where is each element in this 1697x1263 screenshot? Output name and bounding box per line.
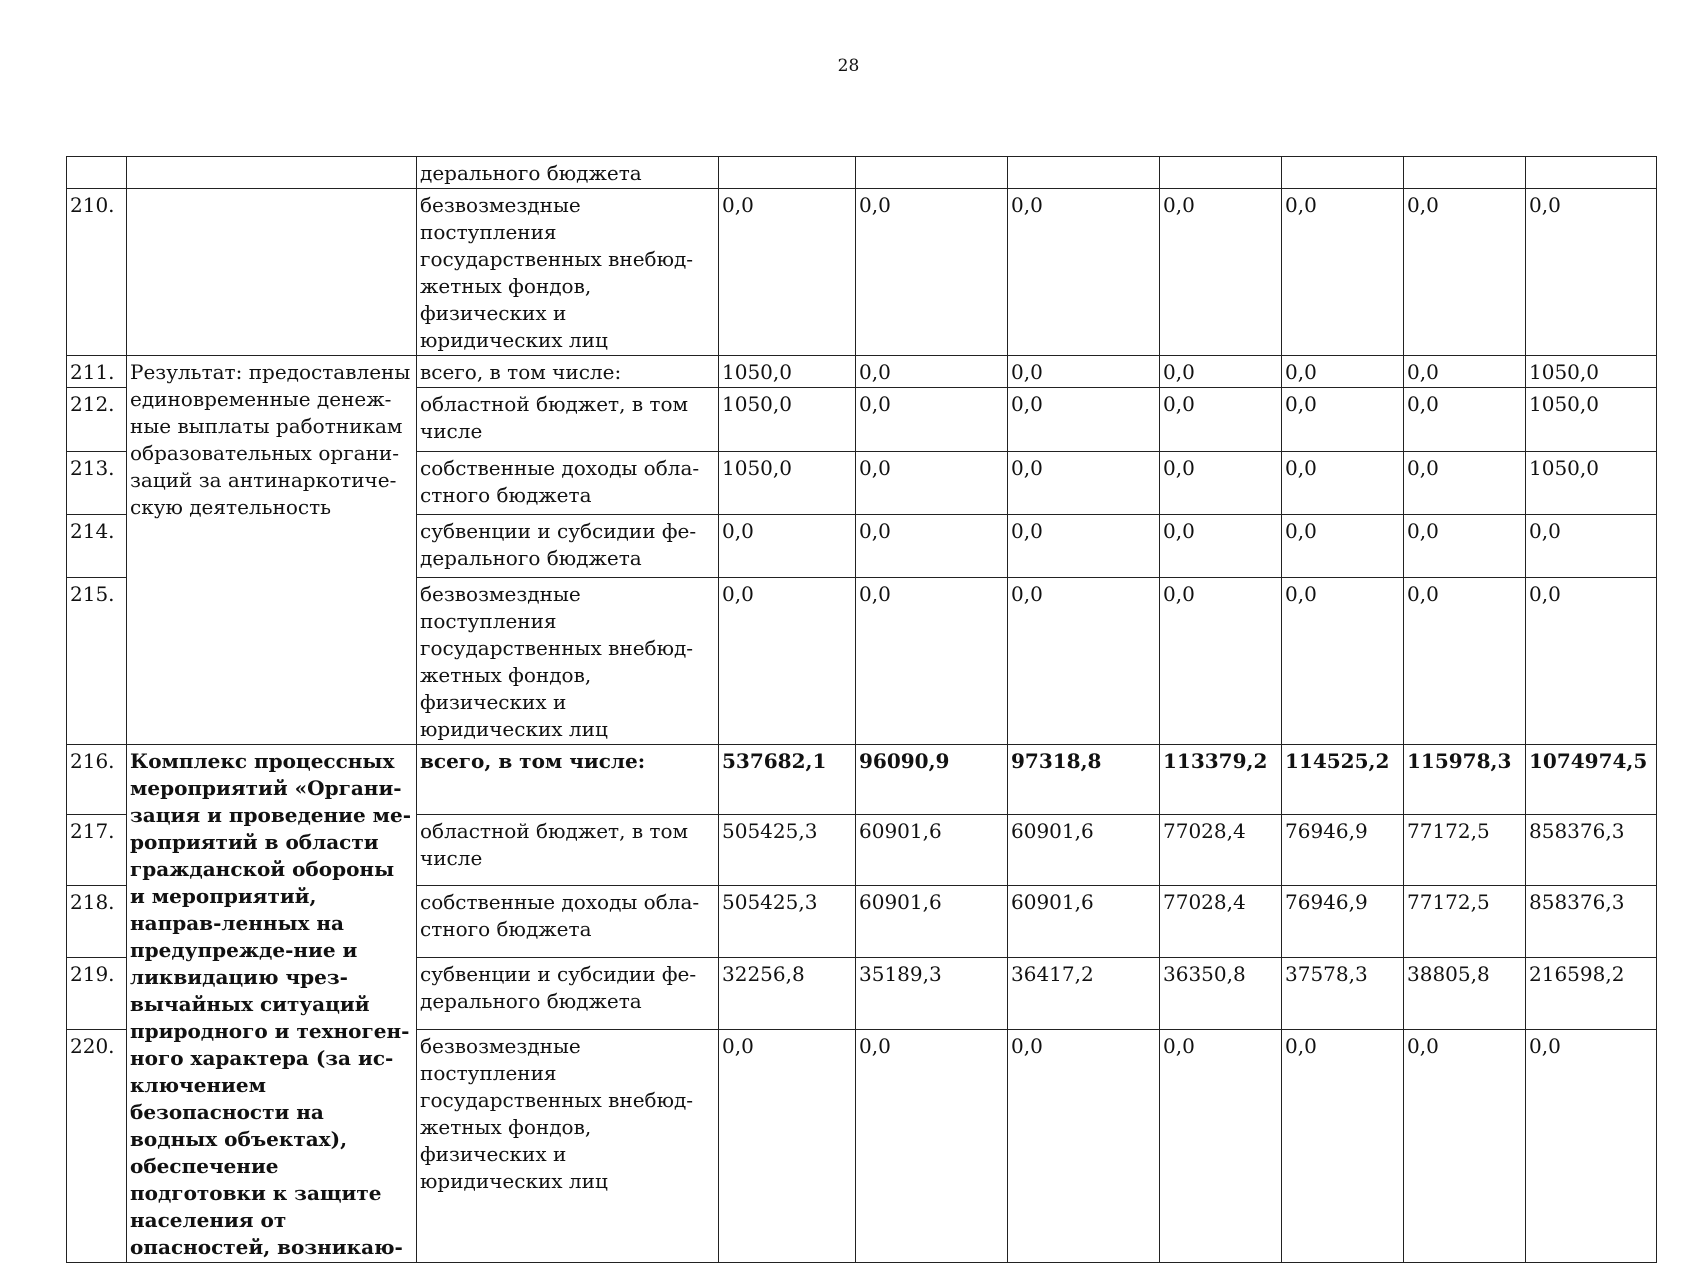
row-number: 215. <box>67 578 127 745</box>
value-cell: 0,0 <box>719 1030 856 1263</box>
description-cell <box>127 157 417 189</box>
row-number: 214. <box>67 515 127 578</box>
value-cell: 115978,3 <box>1404 745 1526 815</box>
value-cell <box>1404 157 1526 189</box>
value-cell: 77028,4 <box>1160 814 1282 886</box>
value-cell: 60901,6 <box>856 886 1008 958</box>
row-number: 212. <box>67 388 127 452</box>
funding-source: областной бюджет, в том числе <box>417 388 719 452</box>
value-cell <box>1008 157 1160 189</box>
value-cell: 60901,6 <box>1008 886 1160 958</box>
value-cell: 32256,8 <box>719 958 856 1030</box>
value-cell: 0,0 <box>856 1030 1008 1263</box>
value-cell <box>1282 157 1404 189</box>
value-cell: 0,0 <box>856 515 1008 578</box>
value-cell: 0,0 <box>719 189 856 356</box>
funding-source: всего, в том числе: <box>417 356 719 388</box>
value-cell: 0,0 <box>1282 388 1404 452</box>
value-cell: 0,0 <box>856 388 1008 452</box>
value-cell: 0,0 <box>856 189 1008 356</box>
funding-source: безвозмездные поступления государственных внебюд-жетных фондов, физических и юридических лиц <box>417 1030 719 1263</box>
table-row <box>67 189 1657 356</box>
value-cell: 0,0 <box>1404 189 1526 356</box>
value-cell: 38805,8 <box>1404 958 1526 1030</box>
value-cell: 37578,3 <box>1282 958 1404 1030</box>
row-number: 218. <box>67 886 127 958</box>
value-cell: 0,0 <box>1282 356 1404 388</box>
value-cell: 0,0 <box>1404 515 1526 578</box>
value-cell: 0,0 <box>1282 578 1404 745</box>
value-cell: 0,0 <box>856 356 1008 388</box>
funding-source: всего, в том числе: <box>417 745 719 815</box>
funding-source: собственные доходы обла-стного бюджета <box>417 452 719 515</box>
value-cell: 216598,2 <box>1526 958 1657 1030</box>
value-cell: 0,0 <box>1526 189 1657 356</box>
description-cell <box>127 189 417 356</box>
value-cell: 0,0 <box>1404 1030 1526 1263</box>
row-number <box>67 157 127 189</box>
row-number: 211. <box>67 356 127 388</box>
value-cell: 113379,2 <box>1160 745 1282 815</box>
value-cell: 60901,6 <box>856 814 1008 886</box>
value-cell: 0,0 <box>1008 452 1160 515</box>
value-cell: 0,0 <box>1160 452 1282 515</box>
complex-description: Комплекс процессных мероприятий «Органи-зация и проведение ме-роприятий в области гражданской обороны и мероприятий, направ-ленных на предупрежде-ние и ликвидацию чрез-вычайных ситуаций природного и техноген-ного характера (за ис-ключением безопасности на водных объектах), обеспечение подготовки к защите населения от опасностей, возникаю- <box>127 745 417 1263</box>
value-cell: 77172,5 <box>1404 814 1526 886</box>
funding-source: собственные доходы обла-стного бюджета <box>417 886 719 958</box>
value-cell: 0,0 <box>1008 189 1160 356</box>
value-cell <box>1526 157 1657 189</box>
value-cell: 1050,0 <box>1526 356 1657 388</box>
value-cell: 1050,0 <box>1526 452 1657 515</box>
value-cell: 114525,2 <box>1282 745 1404 815</box>
value-cell: 1050,0 <box>719 452 856 515</box>
value-cell: 0,0 <box>1160 1030 1282 1263</box>
value-cell: 505425,3 <box>719 886 856 958</box>
value-cell: 0,0 <box>1160 356 1282 388</box>
row-number: 220. <box>67 1030 127 1263</box>
value-cell: 0,0 <box>719 515 856 578</box>
row-number: 216. <box>67 745 127 815</box>
value-cell: 0,0 <box>1282 189 1404 356</box>
funding-source: областной бюджет, в том числе <box>417 814 719 886</box>
value-cell: 0,0 <box>1008 515 1160 578</box>
value-cell: 0,0 <box>1160 515 1282 578</box>
value-cell: 36350,8 <box>1160 958 1282 1030</box>
value-cell: 0,0 <box>1160 578 1282 745</box>
value-cell: 77172,5 <box>1404 886 1526 958</box>
page-number: 28 <box>837 56 860 76</box>
value-cell: 0,0 <box>719 578 856 745</box>
value-cell: 0,0 <box>1526 515 1657 578</box>
value-cell: 36417,2 <box>1008 958 1160 1030</box>
value-cell: 1050,0 <box>719 356 856 388</box>
value-cell: 537682,1 <box>719 745 856 815</box>
value-cell: 0,0 <box>1282 452 1404 515</box>
value-cell: 0,0 <box>1404 356 1526 388</box>
funding-source: дерального бюджета <box>417 157 719 189</box>
result-description: Результат: предоставлены единовременные денеж-ные выплаты работникам образовательных органи-заций за антинаркотиче-скую деятельность <box>127 356 417 745</box>
value-cell <box>1160 157 1282 189</box>
value-cell: 0,0 <box>1404 452 1526 515</box>
value-cell: 0,0 <box>1526 1030 1657 1263</box>
budget-table <box>66 156 1657 1263</box>
table-row <box>67 356 1657 388</box>
value-cell: 0,0 <box>856 452 1008 515</box>
value-cell: 0,0 <box>1404 388 1526 452</box>
value-cell: 858376,3 <box>1526 814 1657 886</box>
value-cell: 0,0 <box>1008 578 1160 745</box>
table-row <box>67 157 1657 189</box>
value-cell <box>856 157 1008 189</box>
value-cell: 0,0 <box>1008 1030 1160 1263</box>
funding-source: безвозмездные поступления государственных внебюд-жетных фондов, физических и юридических лиц <box>417 189 719 356</box>
row-number: 217. <box>67 814 127 886</box>
funding-source: субвенции и субсидии фе-дерального бюджета <box>417 958 719 1030</box>
value-cell: 0,0 <box>1160 388 1282 452</box>
value-cell: 0,0 <box>1526 578 1657 745</box>
table-row <box>67 745 1657 815</box>
value-cell: 76946,9 <box>1282 886 1404 958</box>
value-cell: 0,0 <box>1008 356 1160 388</box>
value-cell: 60901,6 <box>1008 814 1160 886</box>
funding-source: субвенции и субсидии фе-дерального бюджета <box>417 515 719 578</box>
value-cell: 35189,3 <box>856 958 1008 1030</box>
value-cell: 1050,0 <box>1526 388 1657 452</box>
value-cell: 1050,0 <box>719 388 856 452</box>
value-cell: 858376,3 <box>1526 886 1657 958</box>
value-cell: 96090,9 <box>856 745 1008 815</box>
value-cell <box>719 157 856 189</box>
row-number: 213. <box>67 452 127 515</box>
row-number: 210. <box>67 189 127 356</box>
value-cell: 0,0 <box>1008 388 1160 452</box>
funding-source: безвозмездные поступления государственных внебюд-жетных фондов, физических и юридических лиц <box>417 578 719 745</box>
row-number: 219. <box>67 958 127 1030</box>
value-cell: 0,0 <box>1282 1030 1404 1263</box>
value-cell: 1074974,5 <box>1526 745 1657 815</box>
value-cell: 505425,3 <box>719 814 856 886</box>
value-cell: 0,0 <box>1404 578 1526 745</box>
value-cell: 76946,9 <box>1282 814 1404 886</box>
value-cell: 0,0 <box>1282 515 1404 578</box>
value-cell: 97318,8 <box>1008 745 1160 815</box>
value-cell: 0,0 <box>856 578 1008 745</box>
value-cell: 77028,4 <box>1160 886 1282 958</box>
value-cell: 0,0 <box>1160 189 1282 356</box>
